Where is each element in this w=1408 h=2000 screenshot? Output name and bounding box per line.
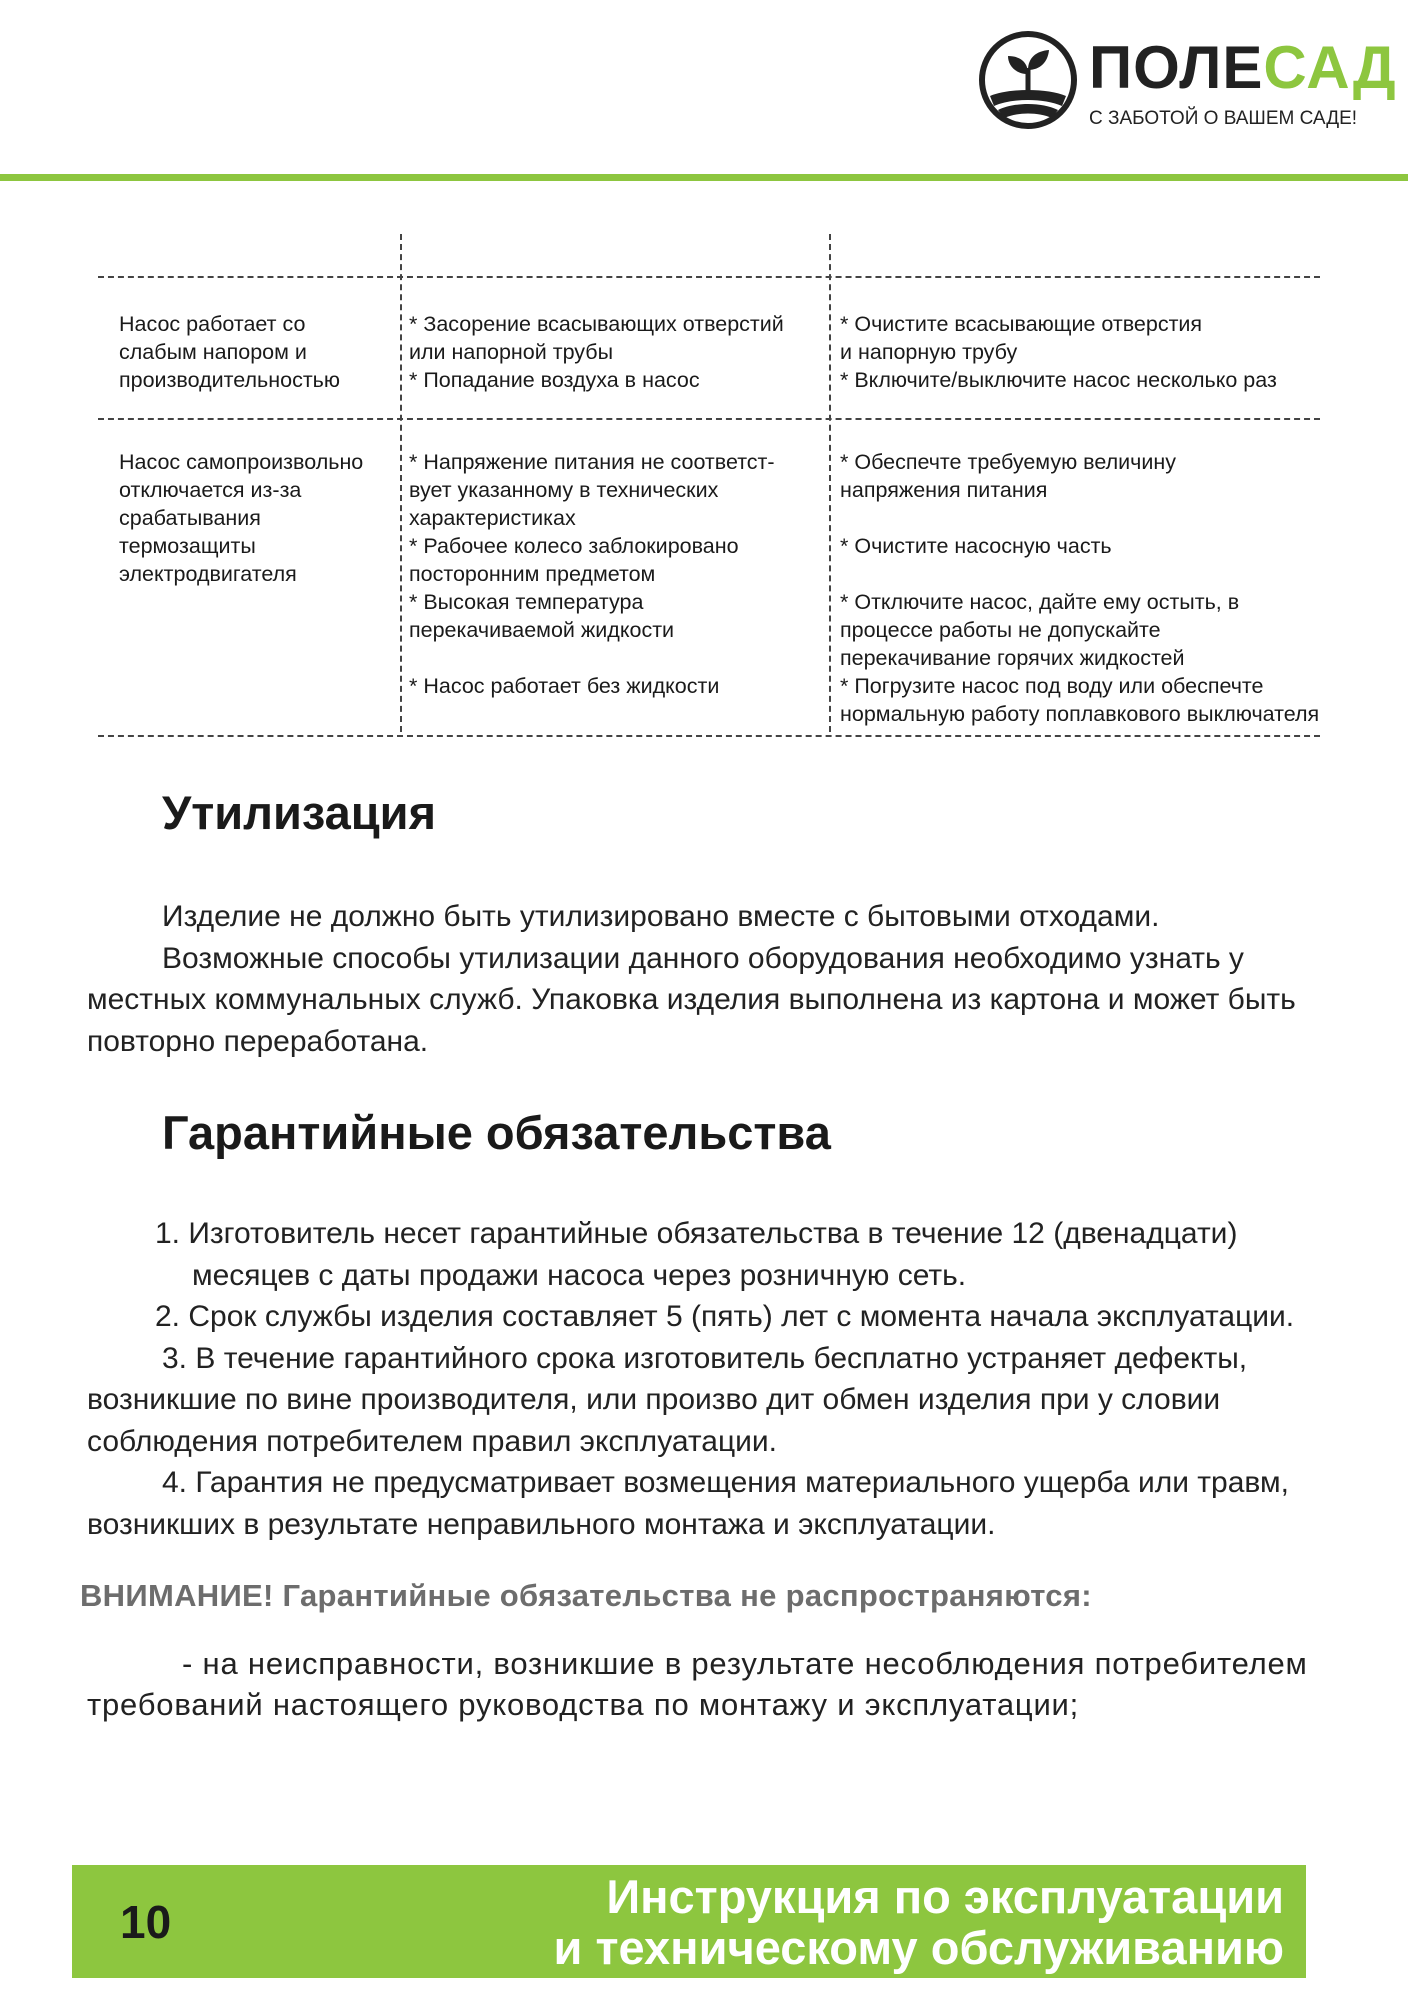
disposal-line-1: Изделие не должно быть утилизировано вместе с бытовыми отходами. [162,900,1160,933]
table-column-divider [829,234,831,732]
page-number: 10 [120,1896,172,1948]
footer-bar [72,1865,1306,1978]
brand-name-part2: САД [1263,34,1397,101]
troubleshooting-table [98,234,1320,742]
row2-cause: * Напряжение питания не соответст- вует указанному в технических характеристиках * Рабочее колесо заблокировано посторонним предметом * Высокая температура перекачиваемой жидкости * Насос работает без жидкости [409,450,775,698]
row1-problem: Насос работает со слабым напором и производительностью [119,312,340,392]
footer-title-line-2: и техническому обслуживанию [553,1921,1284,1974]
brand-tagline: С ЗАБОТОЙ О ВАШЕМ САДЕ! [1089,108,1358,129]
warranty-item-4: 4. Гарантия не предусматривает возмещения материального ущерба или травм, возникших в результате неправильного монтажа и эксплуатации. [87,1466,1289,1541]
row2-solution: * Обеспечте требуемую величину напряжения питания * Очистите насосную часть * Отключите насос, дайте ему остыть, в процессе работы не допускайте перекачивание горячих жидкостей * Погрузите насос под воду или обеспечте нормальную работу поплавкового выключателя [840,450,1320,726]
header-divider [0,174,1408,181]
row1-cause: * Засорение всасывающих отверстий или напорной трубы * Попадание воздуха в насос [409,312,784,392]
warranty-text [87,1213,1347,1545]
sprout-logo-icon [978,30,1078,130]
table-divider [98,735,1320,737]
warranty-heading: Гарантийные обязательства [162,1106,831,1159]
exclusion-note: - на неисправности, возникшие в результате несоблюдения потребителем требований настоящего руководства по монтажу и эксплуатации; [87,1646,1308,1722]
brand-logo [978,30,1397,130]
footer-title [554,1871,1284,1973]
disposal-heading: Утилизация [162,786,436,839]
table-divider [98,418,1320,420]
footer-title-line-1: Инструкция по эксплуатации [606,1870,1284,1923]
disposal-line-2: Возможные способы утилизации данного оборудования необходимо узнать у местных коммунальных служб. Упаковка изделия выполнена из картона и может быть повторно переработана. [87,941,1296,1058]
warranty-item-1a: 1. Изготовитель несет гарантийные обязательства в течение 12 (двенадцати) [155,1217,1238,1250]
attention-heading: ВНИМАНИЕ! Гарантийные обязательства не распространяются: [80,1578,1092,1613]
row2-problem: Насос самопроизвольно отключается из-за срабатывания термозащиты электродвигателя [119,450,364,586]
disposal-text [87,896,1347,1062]
brand-name [1089,36,1397,100]
table-divider [98,276,1320,278]
brand-name-part1: ПОЛЕ [1089,34,1264,101]
table-column-divider [400,234,402,732]
warranty-item-2: 2. Срок службы изделия составляет 5 (пять) лет с момента начала эксплуатации. [155,1300,1295,1333]
warranty-item-3: 3. В течение гарантийного срока изготовитель бесплатно устраняет дефекты, возникшие по вине производителя, или произво дит обмен изделия при у словии соблюдения потребителем правил эксплуатации. [87,1341,1248,1458]
row1-solution: * Очистите всасывающие отверстия и напорную трубу * Включите/выключите насос несколько раз [840,312,1277,392]
warranty-item-1b: месяцев с даты продажи насоса через розничную сеть. [192,1258,967,1292]
